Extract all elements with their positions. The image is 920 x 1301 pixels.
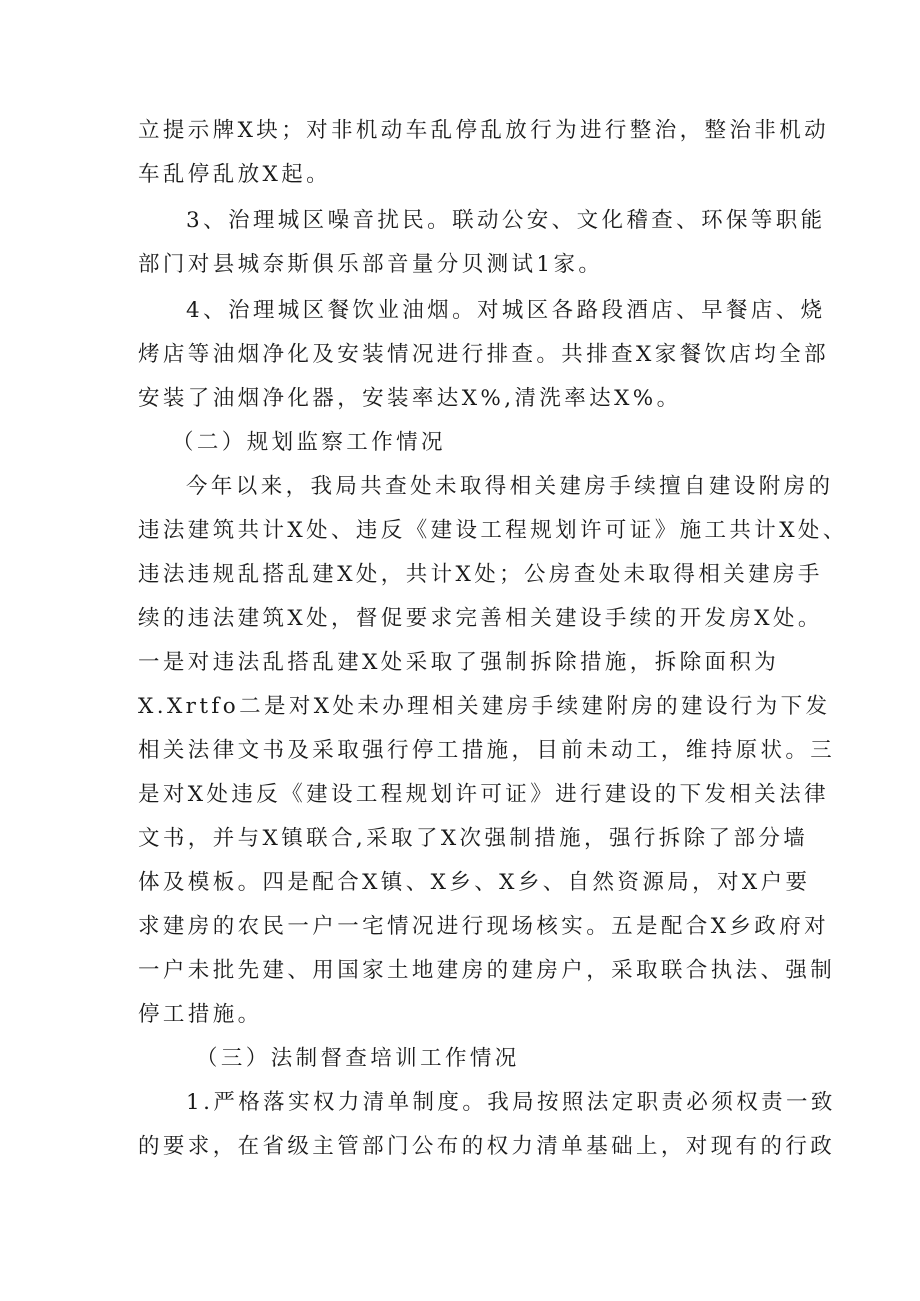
text-line: 部门对县城奈斯俱乐部音量分贝测试1家。 <box>138 252 604 277</box>
text-line: 3、治理城区噪音扰民。联动公安、文化稽查、环保等职能 <box>186 208 826 233</box>
text-line: 一户未批先建、用国家土地建房的建房户，采取联合执法、强制 <box>138 958 836 983</box>
text-line: 车乱停乱放X起。 <box>138 162 332 187</box>
text-line: 一是对违法乱搭乱建X处采取了强制拆除措施，拆除面积为 <box>138 650 780 675</box>
text-line: 停工措施。 <box>138 1002 263 1027</box>
text-line: X.Xrtfo二是对X处未办理相关建房手续建附房的建设行为下发 <box>138 694 831 719</box>
text-line: 体及模板。四是配合X镇、X乡、X乡、自然资源局，对X户要 <box>138 870 811 895</box>
text-line: 立提示牌X块；对非机动车乱停乱放行为进行整治，整治非机动 <box>138 118 830 143</box>
text-line: 今年以来，我局共查处未取得相关建房手续擅自建设附房的 <box>186 474 834 499</box>
text-line: 续的违法建筑X处，督促要求完善相关建设手续的开发房X处。 <box>138 606 823 631</box>
text-line: 的要求，在省级主管部门公布的权力清单基础上，对现有的行政 <box>138 1134 836 1159</box>
text-line: 1.严格落实权力清单制度。我局按照法定职责必须权责一致 <box>186 1090 836 1115</box>
text-line: 4、治理城区餐饮业油烟。对城区各路段酒店、早餐店、烧 <box>186 298 826 323</box>
text-line: 文书，并与X镇联合,采取了X次强制措施，强行拆除了部分墙 <box>138 826 809 851</box>
text-line: 安装了油烟净化器，安装率达X%,清洗率达X%。 <box>138 386 682 411</box>
text-line: 相关法律文书及采取强行停工措施，目前未动工，维持原状。三 <box>138 738 836 763</box>
section-heading: （三）法制督查培训工作情况 <box>196 1046 520 1071</box>
text-line: 求建房的农民一户一宅情况进行现场核实。五是配合X乡政府对 <box>138 914 830 939</box>
text-line: 是对X处违反《建设工程规划许可证》进行建设的下发相关法律 <box>138 782 830 807</box>
text-line: 烤店等油烟净化及安装情况进行排查。共排查X家餐饮店均全部 <box>138 342 830 367</box>
text-line: 违法违规乱搭乱建X处，共计X处；公房查处未取得相关建房手 <box>138 562 823 587</box>
section-heading: （二）规划监察工作情况 <box>172 430 446 455</box>
text-line: 违法建筑共计X处、违反《建设工程规划许可证》施工共计X处、 <box>138 518 848 543</box>
